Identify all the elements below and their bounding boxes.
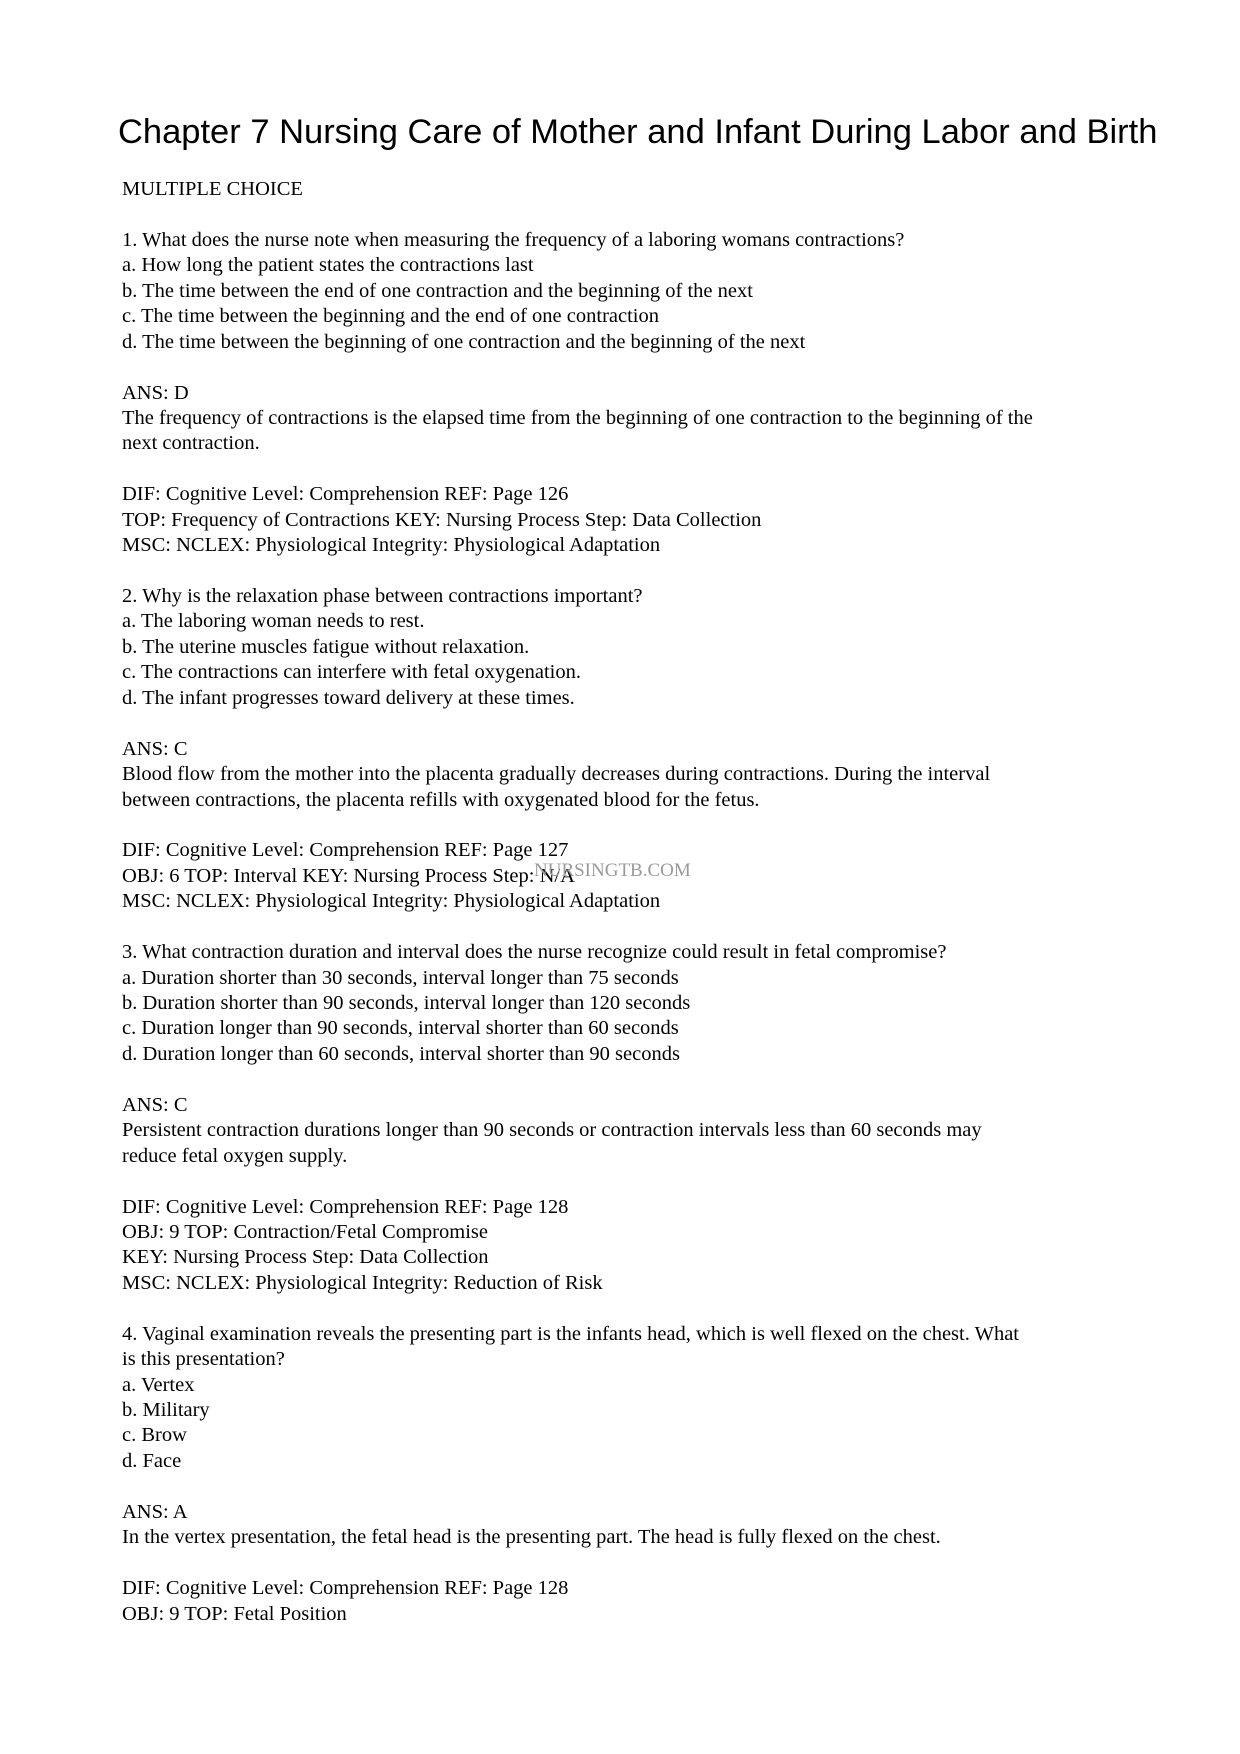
blank-line [122, 1551, 1132, 1576]
blank-line [122, 457, 1132, 482]
blank-line [122, 813, 1132, 838]
text-line: b. Military [122, 1399, 210, 1421]
text-line: b. The uterine muscles fatigue without relaxation. [122, 635, 530, 658]
text-line: ANS: D [122, 381, 189, 404]
text-line: MSC: NCLEX: Physiological Integrity: Physiological Adaptation [122, 534, 661, 557]
text-line: MSC: NCLEX: Physiological Integrity: Reduction of Risk [122, 1271, 603, 1294]
text-line: is this presentation? [122, 1348, 285, 1371]
text-line: ANS: C [122, 737, 188, 760]
text-line: DIF: Cognitive Level: Comprehension REF: Page 127 [122, 839, 569, 862]
watermark: NURSINGTB.COM [534, 860, 691, 881]
text-line: ANS: C [122, 1093, 188, 1116]
blank-line [122, 915, 1132, 940]
text-line: c. Duration longer than 90 seconds, interval shorter than 60 seconds [122, 1017, 679, 1040]
text-line: a. How long the patient states the contractions last [122, 254, 534, 277]
text-line: a. The laboring woman needs to rest. [122, 610, 425, 633]
text-line: MSC: NCLEX: Physiological Integrity: Physiological Adaptation [122, 890, 661, 913]
text-line: c. Brow [122, 1424, 187, 1447]
blank-line [122, 1296, 1132, 1321]
text-line: d. Duration longer than 60 seconds, interval shorter than 90 seconds [122, 1042, 680, 1065]
document-body [122, 177, 1132, 1627]
text-line: TOP: Frequency of Contractions KEY: Nursing Process Step: Data Collection [122, 508, 762, 531]
text-line: DIF: Cognitive Level: Comprehension REF: Page 126 [122, 483, 569, 506]
text-line: In the vertex presentation, the fetal head is the presenting part. The head is fully flexed on the chest. [122, 1526, 941, 1549]
text-line: The frequency of contractions is the elapsed time from the beginning of one contraction to the beginning of the [122, 406, 1033, 429]
text-line: d. The time between the beginning of one contraction and the beginning of the next [122, 330, 806, 353]
page-title: Chapter 7 Nursing Care of Mother and Infant During Labor and Birth [118, 113, 1158, 151]
blank-line [122, 1067, 1132, 1092]
text-line: Blood flow from the mother into the placenta gradually decreases during contractions. During the interval [122, 763, 991, 786]
blank-line [122, 711, 1132, 736]
text-line: ANS: A [122, 1500, 188, 1523]
text-line: MULTIPLE CHOICE [122, 178, 303, 200]
text-line: b. The time between the end of one contraction and the beginning of the next [122, 279, 753, 302]
text-line: DIF: Cognitive Level: Comprehension REF: Page 128 [122, 1577, 569, 1600]
text-line: b. Duration shorter than 90 seconds, interval longer than 120 seconds [122, 992, 691, 1014]
blank-line [122, 1474, 1132, 1499]
text-line: OBJ: 6 TOP: Interval KEY: Nursing Process Step: N/A [122, 864, 575, 887]
text-line: reduce fetal oxygen supply. [122, 1144, 348, 1167]
text-line: 2. Why is the relaxation phase between contractions important? [122, 585, 643, 607]
text-line: between contractions, the placenta refills with oxygenated blood for the fetus. [122, 788, 760, 811]
text-line: 1. What does the nurse note when measuring the frequency of a laboring womans contractions? [122, 228, 905, 251]
text-line: c. The time between the beginning and the end of one contraction [122, 305, 659, 328]
text-line: next contraction. [122, 432, 260, 455]
text-line: 4. Vaginal examination reveals the presenting part is the infants head, which is well flexed on the chest. What [122, 1322, 1019, 1345]
text-line: d. The infant progresses toward delivery at these times. [122, 686, 575, 709]
text-line: KEY: Nursing Process Step: Data Collection [122, 1246, 489, 1269]
text-line: a. Vertex [122, 1373, 195, 1396]
text-line: DIF: Cognitive Level: Comprehension REF: Page 128 [122, 1195, 569, 1218]
text-line: a. Duration shorter than 30 seconds, interval longer than 75 seconds [122, 966, 679, 989]
blank-line [122, 1169, 1132, 1194]
text-line: OBJ: 9 TOP: Fetal Position [122, 1602, 347, 1625]
text-line: Persistent contraction durations longer than 90 seconds or contraction intervals less than 60 seconds may [122, 1119, 982, 1142]
text-line: c. The contractions can interfere with fetal oxygenation. [122, 661, 581, 684]
blank-line [122, 355, 1132, 380]
text-line: OBJ: 9 TOP: Contraction/Fetal Compromise [122, 1220, 488, 1243]
blank-line [122, 559, 1132, 584]
text-line: 3. What contraction duration and interval does the nurse recognize could result in fetal compromise? [122, 941, 947, 964]
text-line: d. Face [122, 1449, 182, 1472]
blank-line [122, 202, 1132, 227]
